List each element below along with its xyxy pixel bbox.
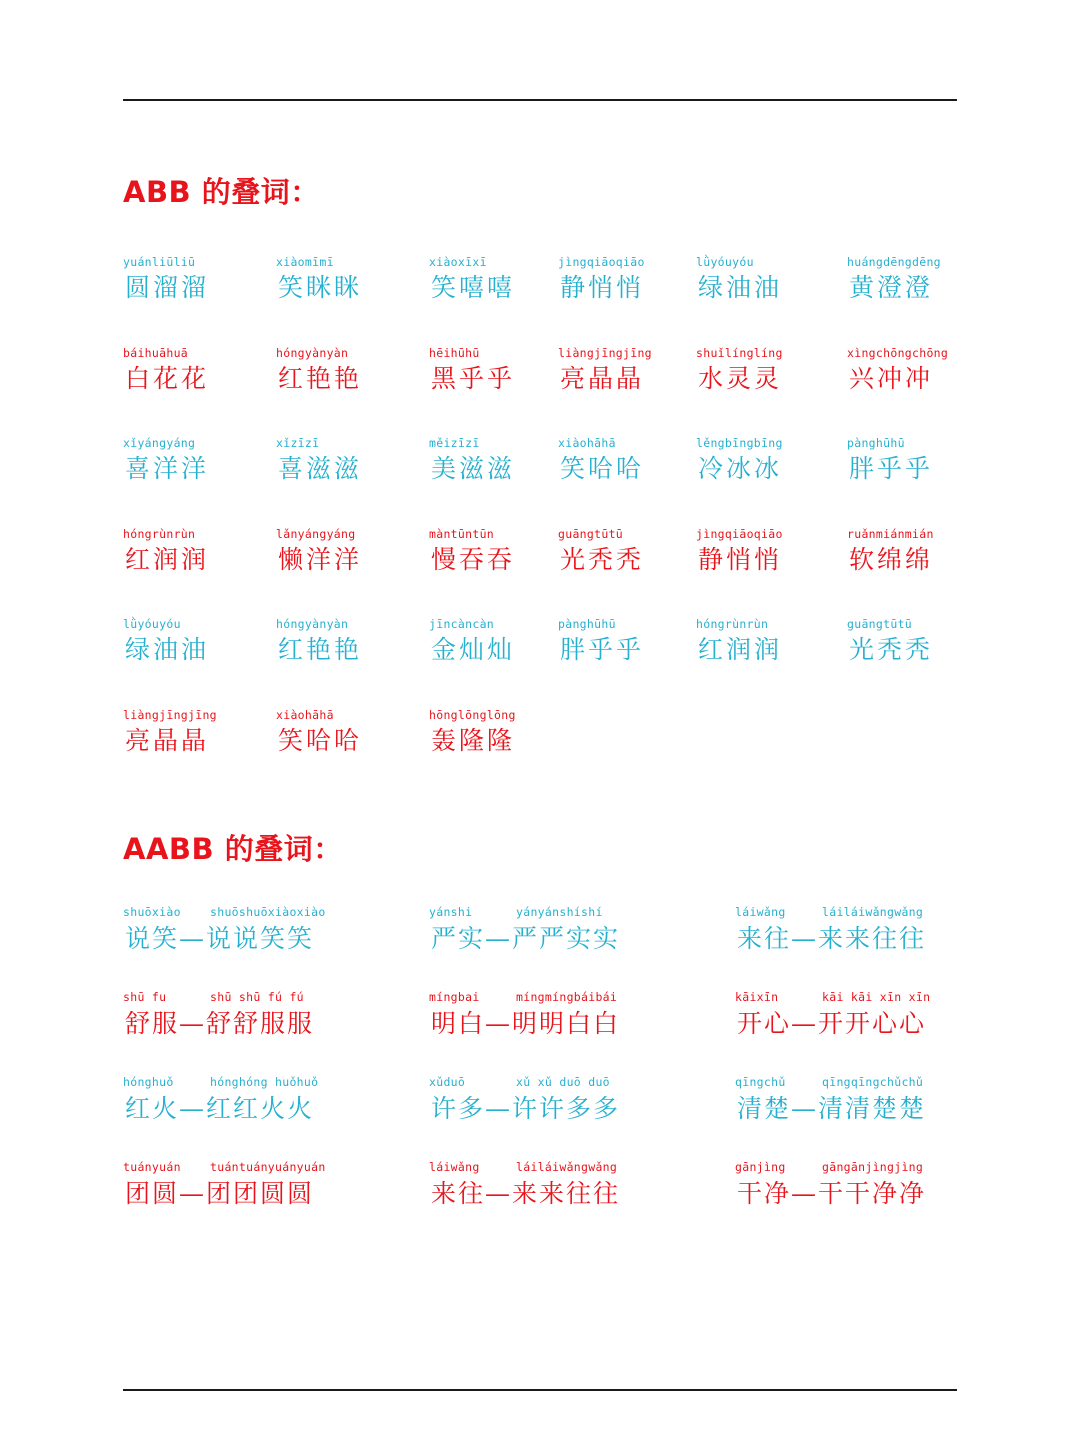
- pinyin-label: lǎnyángyáng: [276, 526, 356, 541]
- pinyin-reduplicated-label: míngmíngbáibái: [516, 990, 618, 1004]
- hanzi-word-pair: 明白—明明白白: [431, 1009, 621, 1038]
- pinyin-label: lǜyóuyóu: [123, 617, 181, 632]
- abb-word: [696, 527, 847, 618]
- hanzi-word: 懒洋洋: [278, 544, 363, 574]
- hanzi-word: 红润润: [125, 544, 210, 574]
- bottom-rule: [123, 1389, 957, 1391]
- hanzi-word: 轰隆隆: [431, 725, 516, 755]
- pinyin-label: lěngbīngbīng: [696, 436, 783, 451]
- abb-word: [123, 617, 276, 708]
- abb-word: [429, 346, 558, 437]
- abb-word: [123, 346, 276, 437]
- pinyin-base-label: yánshi: [429, 905, 473, 919]
- hanzi-word: 黄澄澄: [849, 273, 934, 302]
- pinyin-reduplicated-label: hónghóng huǒhuǒ: [210, 1075, 319, 1089]
- hanzi-word: 金灿灿: [431, 635, 516, 665]
- abb-word: [276, 708, 429, 799]
- aabb-word: [123, 1160, 429, 1245]
- hanzi-word: 光秃秃: [560, 544, 645, 574]
- hanzi-word: 亮晶晶: [560, 363, 645, 393]
- pinyin-label: hóngyànyàn: [276, 617, 349, 632]
- pinyin-label: báihuāhuā: [123, 345, 189, 360]
- abb-word: [696, 346, 847, 437]
- pinyin-label: jìngqiāoqiāo: [696, 526, 783, 541]
- pinyin-label: guāngtūtū: [558, 526, 624, 541]
- pinyin-reduplicated-label: láiláiwǎngwǎng: [822, 905, 924, 919]
- abb-word: [123, 527, 276, 618]
- pinyin-label: màntūntūn: [429, 526, 495, 541]
- pinyin-base-label: shū fu: [123, 990, 167, 1004]
- abb-word: [847, 346, 967, 437]
- hanzi-word-pair: 来往—来来往往: [431, 1179, 621, 1208]
- abb-word: [276, 527, 429, 618]
- abb-word: [123, 255, 276, 346]
- abb-word: [276, 346, 429, 437]
- abb-word: [558, 255, 696, 346]
- pinyin-label: hōnglōnglōng: [429, 707, 516, 722]
- pinyin-base-label: hónghuǒ: [123, 1075, 174, 1089]
- hanzi-word: 软绵绵: [849, 544, 934, 574]
- hanzi-word: 美滋滋: [431, 454, 516, 484]
- abb-word: [123, 708, 276, 799]
- pinyin-label: jīncàncàn: [429, 617, 495, 632]
- hanzi-word-pair: 舒服—舒舒服服: [125, 1009, 315, 1038]
- hanzi-word: 静悄悄: [560, 273, 645, 302]
- pinyin-base-label: qīngchǔ: [735, 1075, 786, 1089]
- pinyin-reduplicated-label: kāi kāi xīn xīn: [822, 990, 931, 1004]
- hanzi-word: 红润润: [698, 635, 783, 665]
- pinyin-label: xǐzīzī: [276, 436, 320, 451]
- pinyin-label: ruǎnmiánmián: [847, 526, 934, 541]
- pinyin-base-label: shuōxiào: [123, 905, 181, 919]
- pinyin-reduplicated-label: gāngānjìngjìng: [822, 1160, 924, 1174]
- aabb-word: [735, 905, 957, 990]
- aabb-word: [429, 990, 735, 1075]
- pinyin-base-label: gānjìng: [735, 1160, 786, 1174]
- abb-word: [429, 708, 558, 799]
- abb-word: [558, 436, 696, 527]
- hanzi-word: 光秃秃: [849, 635, 934, 665]
- pinyin-base-label: xǔduō: [429, 1075, 466, 1089]
- aabb-word: [735, 1075, 957, 1160]
- abb-word: [847, 617, 967, 708]
- pinyin-label: shuǐlínglíng: [696, 345, 783, 360]
- pinyin-label: hóngyànyàn: [276, 345, 349, 360]
- hanzi-word: 喜洋洋: [125, 454, 210, 484]
- pinyin-label: huángdēngdēng: [847, 255, 941, 269]
- hanzi-word: 静悄悄: [698, 544, 783, 574]
- pinyin-label: jìngqiāoqiāo: [558, 255, 645, 269]
- pinyin-base-label: tuányuán: [123, 1160, 181, 1174]
- pinyin-reduplicated-label: qīngqīngchǔchǔ: [822, 1075, 924, 1089]
- hanzi-word: 绿油油: [698, 273, 783, 302]
- pinyin-label: xiàomīmī: [276, 255, 334, 269]
- hanzi-word: 兴冲冲: [849, 363, 934, 393]
- abb-word: [696, 617, 847, 708]
- pinyin-label: xiàohāhā: [276, 707, 334, 722]
- abb-word: [429, 527, 558, 618]
- abb-word: [558, 617, 696, 708]
- abb-word: [276, 617, 429, 708]
- hanzi-word: 冷冰冰: [698, 454, 783, 484]
- aabb-word-grid: [123, 905, 957, 1245]
- pinyin-label: xiàohāhā: [558, 436, 616, 451]
- hanzi-word: 白花花: [125, 363, 210, 393]
- hanzi-word-pair: 来往—来来往往: [737, 924, 927, 953]
- pinyin-label: hóngrùnrùn: [696, 617, 769, 632]
- abb-word: [276, 436, 429, 527]
- pinyin-reduplicated-label: tuántuányuányuán: [210, 1160, 326, 1174]
- aabb-word: [735, 990, 957, 1075]
- pinyin-base-label: láiwǎng: [429, 1160, 480, 1174]
- top-rule: [123, 99, 957, 101]
- hanzi-word: 亮晶晶: [125, 725, 210, 755]
- abb-word: [123, 436, 276, 527]
- pinyin-reduplicated-label: yányánshíshí: [516, 905, 603, 919]
- pinyin-base-label: láiwǎng: [735, 905, 786, 919]
- hanzi-word: 圆溜溜: [125, 273, 210, 302]
- abb-word: [429, 255, 558, 346]
- pinyin-label: hóngrùnrùn: [123, 526, 196, 541]
- pinyin-reduplicated-label: xǔ xǔ duō duō: [516, 1075, 610, 1089]
- abb-word: [696, 436, 847, 527]
- pinyin-label: hēihūhū: [429, 345, 480, 360]
- hanzi-word: 绿油油: [125, 635, 210, 665]
- hanzi-word: 笑眯眯: [278, 273, 363, 302]
- pinyin-label: yuánliūliū: [123, 255, 196, 269]
- hanzi-word: 水灵灵: [698, 363, 783, 393]
- pinyin-label: pànghūhū: [847, 436, 905, 451]
- pinyin-label: liàngjīngjīng: [558, 345, 652, 360]
- pinyin-base-label: kāixīn: [735, 990, 779, 1004]
- hanzi-word: 红艳艳: [278, 635, 363, 665]
- abb-word: [276, 255, 429, 346]
- hanzi-word-pair: 说笑—说说笑笑: [125, 924, 315, 953]
- aabb-word: [123, 905, 429, 990]
- aabb-word: [123, 990, 429, 1075]
- abb-word: [847, 436, 967, 527]
- pinyin-label: xǐyángyáng: [123, 436, 196, 451]
- pinyin-reduplicated-label: láiláiwǎngwǎng: [516, 1160, 618, 1174]
- hanzi-word-pair: 许多—许许多多: [431, 1094, 621, 1123]
- hanzi-word-pair: 开心—开开心心: [737, 1009, 927, 1038]
- abb-section-title: ABB 的叠词：: [123, 175, 320, 209]
- abb-word: [696, 255, 847, 346]
- pinyin-base-label: míngbai: [429, 990, 480, 1004]
- hanzi-word: 笑嘻嘻: [431, 273, 516, 302]
- hanzi-word: 喜滋滋: [278, 454, 363, 484]
- abb-word: [429, 617, 558, 708]
- hanzi-word: 慢吞吞: [431, 544, 516, 574]
- pinyin-label: guāngtūtū: [847, 617, 913, 632]
- pinyin-label: lǜyóuyóu: [696, 255, 754, 269]
- pinyin-reduplicated-label: shuōshuōxiàoxiào: [210, 905, 326, 919]
- abb-word: [847, 255, 967, 346]
- aabb-word: [429, 905, 735, 990]
- hanzi-word: 笑哈哈: [560, 454, 645, 484]
- hanzi-word-pair: 团圆—团团圆圆: [125, 1179, 315, 1208]
- abb-word: [429, 436, 558, 527]
- hanzi-word-pair: 严实—严严实实: [431, 924, 621, 953]
- aabb-section-title: AABB 的叠词：: [123, 832, 343, 866]
- pinyin-label: liàngjīngjīng: [123, 707, 217, 722]
- hanzi-word: 黑乎乎: [431, 363, 516, 393]
- aabb-word: [123, 1075, 429, 1160]
- pinyin-label: xìngchōngchōng: [847, 345, 949, 360]
- abb-word: [558, 527, 696, 618]
- hanzi-word-pair: 干净—干干净净: [737, 1179, 927, 1208]
- pinyin-label: xiàoxīxī: [429, 255, 487, 269]
- pinyin-reduplicated-label: shū shū fú fú: [210, 990, 304, 1004]
- aabb-word: [735, 1160, 957, 1245]
- hanzi-word-pair: 清楚—清清楚楚: [737, 1094, 927, 1123]
- hanzi-word-pair: 红火—红红火火: [125, 1094, 315, 1123]
- hanzi-word: 胖乎乎: [849, 454, 934, 484]
- abb-word-grid: [123, 255, 967, 799]
- aabb-word: [429, 1075, 735, 1160]
- pinyin-label: pànghūhū: [558, 617, 616, 632]
- hanzi-word: 笑哈哈: [278, 725, 363, 755]
- abb-word: [558, 346, 696, 437]
- hanzi-word: 胖乎乎: [560, 635, 645, 665]
- pinyin-label: měizīzī: [429, 436, 480, 451]
- aabb-word: [429, 1160, 735, 1245]
- abb-word: [847, 527, 967, 618]
- hanzi-word: 红艳艳: [278, 363, 363, 393]
